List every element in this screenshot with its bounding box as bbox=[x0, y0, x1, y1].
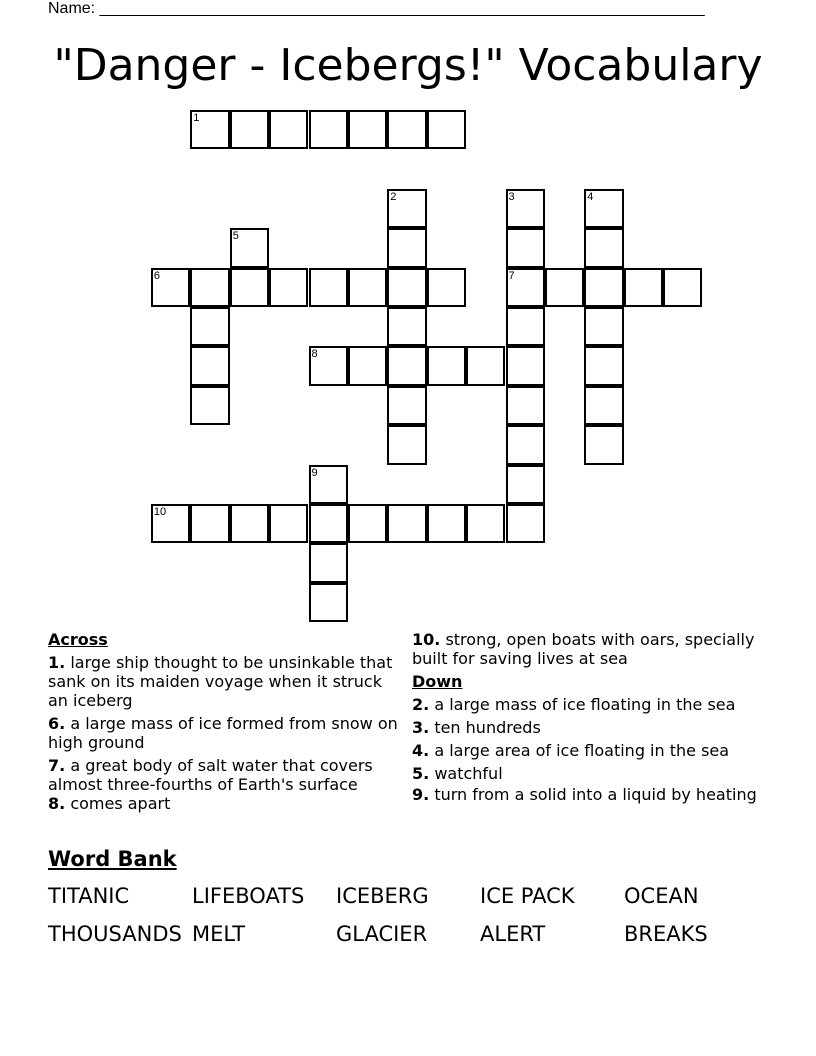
crossword-cell[interactable] bbox=[309, 543, 348, 582]
word-bank-item: GLACIER bbox=[336, 922, 428, 946]
crossword-cell[interactable] bbox=[190, 110, 229, 149]
word-bank-item: MELT bbox=[192, 922, 246, 946]
crossword-cell[interactable] bbox=[348, 346, 387, 385]
clue-down-4 bbox=[412, 741, 772, 760]
clue-text: large ship thought to be unsinkable that sank on its maiden voyage when it struck an iceberg bbox=[48, 653, 393, 710]
clue-number: 10. bbox=[412, 630, 441, 649]
clue-number: 5. bbox=[412, 764, 430, 783]
down-heading: Down bbox=[412, 672, 463, 691]
crossword-cell[interactable] bbox=[584, 307, 623, 346]
word-bank-item: ICEBERG bbox=[336, 884, 429, 908]
crossword-cell[interactable] bbox=[427, 504, 466, 543]
crossword-cell[interactable] bbox=[506, 228, 545, 267]
clue-number-label: 3 bbox=[508, 190, 515, 203]
crossword-cell[interactable] bbox=[190, 307, 229, 346]
crossword-cell[interactable] bbox=[269, 110, 308, 149]
crossword-cell[interactable] bbox=[387, 307, 426, 346]
clue-across-1 bbox=[48, 653, 398, 710]
clue-number: 8. bbox=[48, 794, 66, 813]
crossword-cell[interactable] bbox=[269, 268, 308, 307]
crossword-cell[interactable] bbox=[151, 268, 190, 307]
clue-number-label: 5 bbox=[232, 230, 239, 243]
crossword-cell[interactable] bbox=[624, 268, 663, 307]
clue-number-label: 8 bbox=[311, 348, 318, 361]
crossword-cell[interactable] bbox=[387, 346, 426, 385]
crossword-cell[interactable] bbox=[230, 228, 269, 267]
clue-number-label: 10 bbox=[153, 506, 167, 518]
clue-text: watchful bbox=[434, 764, 503, 783]
crossword-cell[interactable] bbox=[309, 465, 348, 504]
clues-right-column bbox=[412, 630, 772, 804]
clue-number: 7. bbox=[48, 756, 66, 775]
clue-number-label: 9 bbox=[311, 466, 318, 479]
crossword-cell[interactable] bbox=[584, 268, 623, 307]
word-bank-item: THOUSANDS bbox=[48, 922, 182, 946]
clue-text: a large mass of ice floating in the sea bbox=[434, 695, 736, 714]
clue-number-label: 6 bbox=[153, 269, 161, 282]
crossword-cell[interactable] bbox=[387, 228, 426, 267]
crossword-cell[interactable] bbox=[506, 425, 545, 464]
clue-text: ten hundreds bbox=[434, 718, 541, 737]
crossword-cell[interactable] bbox=[506, 268, 545, 307]
clue-text: a large mass of ice formed from snow on high ground bbox=[48, 714, 398, 752]
crossword-cell[interactable] bbox=[190, 346, 229, 385]
word-bank-item: TITANIC bbox=[48, 884, 130, 908]
clue-across-8 bbox=[48, 794, 398, 813]
crossword-cell[interactable] bbox=[190, 504, 229, 543]
word-bank-item: LIFEBOATS bbox=[192, 884, 305, 908]
clue-number: 4. bbox=[412, 741, 430, 760]
clue-across-10 bbox=[412, 630, 772, 668]
crossword-cell[interactable] bbox=[584, 425, 623, 464]
crossword-cell[interactable] bbox=[309, 110, 348, 149]
crossword-cell[interactable] bbox=[230, 268, 269, 307]
crossword-cell[interactable] bbox=[387, 189, 426, 228]
crossword-cell[interactable] bbox=[506, 346, 545, 385]
crossword-cell[interactable] bbox=[348, 268, 387, 307]
crossword-cell[interactable] bbox=[387, 425, 426, 464]
clue-text: a large area of ice floating in the sea bbox=[434, 741, 730, 760]
clue-down-9 bbox=[412, 785, 772, 804]
clue-number-label: 7 bbox=[508, 269, 515, 282]
crossword-cell[interactable] bbox=[506, 189, 545, 228]
clue-down-5 bbox=[412, 764, 772, 783]
clue-number-label: 2 bbox=[390, 190, 397, 203]
crossword-cell[interactable] bbox=[584, 386, 623, 425]
clue-text: comes apart bbox=[70, 794, 171, 813]
clue-number-label: 1 bbox=[193, 112, 200, 124]
clue-text: turn from a solid into a liquid by heating bbox=[434, 785, 757, 804]
clue-down-2 bbox=[412, 695, 772, 714]
worksheet-title: "Danger - Icebergs!" Vocabulary bbox=[53, 40, 763, 91]
crossword-cell[interactable] bbox=[269, 504, 308, 543]
crossword-cell[interactable] bbox=[348, 110, 387, 149]
clue-down-3 bbox=[412, 718, 772, 737]
crossword-cell[interactable] bbox=[466, 346, 505, 385]
crossword-cell[interactable] bbox=[190, 386, 229, 425]
word-bank-item: ALERT bbox=[480, 922, 546, 946]
crossword-cell[interactable] bbox=[387, 504, 426, 543]
clue-text: a great body of salt water that covers almost three-fourths of Earth's surface bbox=[48, 756, 373, 794]
clues-left-column bbox=[48, 630, 398, 813]
clue-number: 2. bbox=[412, 695, 430, 714]
crossword-cell[interactable] bbox=[506, 307, 545, 346]
across-heading: Across bbox=[48, 630, 108, 649]
word-bank-item: ICE PACK bbox=[480, 884, 575, 908]
crossword-cell[interactable] bbox=[545, 268, 584, 307]
crossword-cell[interactable] bbox=[427, 110, 466, 149]
crossword-cell[interactable] bbox=[151, 504, 190, 543]
clue-across-6 bbox=[48, 714, 398, 752]
word-bank-title: Word Bank bbox=[48, 847, 177, 871]
crossword-cell[interactable] bbox=[387, 110, 426, 149]
crossword-cell[interactable] bbox=[387, 386, 426, 425]
word-bank-list bbox=[48, 882, 768, 948]
crossword-cell[interactable] bbox=[506, 386, 545, 425]
crossword-cell[interactable] bbox=[230, 110, 269, 149]
crossword-cell[interactable] bbox=[309, 504, 348, 543]
crossword-cell[interactable] bbox=[309, 268, 348, 307]
clue-across-7 bbox=[48, 756, 398, 794]
clue-number: 6. bbox=[48, 714, 66, 733]
clue-number: 9. bbox=[412, 785, 430, 804]
word-bank-item: BREAKS bbox=[624, 922, 708, 946]
crossword-cell[interactable] bbox=[584, 189, 623, 228]
crossword-cell[interactable] bbox=[190, 268, 229, 307]
crossword-cell[interactable] bbox=[466, 504, 505, 543]
crossword-cell[interactable] bbox=[663, 268, 702, 307]
crossword-cell[interactable] bbox=[309, 346, 348, 385]
clue-number: 3. bbox=[412, 718, 430, 737]
crossword-cell[interactable] bbox=[309, 583, 348, 622]
name-field-label: Name: ____________________________________________________________________ bbox=[48, 0, 705, 17]
crossword-cell[interactable] bbox=[427, 268, 466, 307]
crossword-cell[interactable] bbox=[230, 504, 269, 543]
clue-text: strong, open boats with oars, specially built for saving lives at sea bbox=[412, 630, 755, 668]
clue-number-label: 4 bbox=[587, 190, 594, 203]
crossword-cell[interactable] bbox=[348, 504, 387, 543]
clue-number: 1. bbox=[48, 653, 66, 672]
crossword-cell[interactable] bbox=[506, 465, 545, 504]
crossword-cell[interactable] bbox=[387, 268, 426, 307]
word-bank-item: OCEAN bbox=[624, 884, 699, 908]
crossword-cell[interactable] bbox=[506, 504, 545, 543]
crossword-cell[interactable] bbox=[584, 228, 623, 267]
crossword-cell[interactable] bbox=[427, 346, 466, 385]
crossword-cell[interactable] bbox=[584, 346, 623, 385]
